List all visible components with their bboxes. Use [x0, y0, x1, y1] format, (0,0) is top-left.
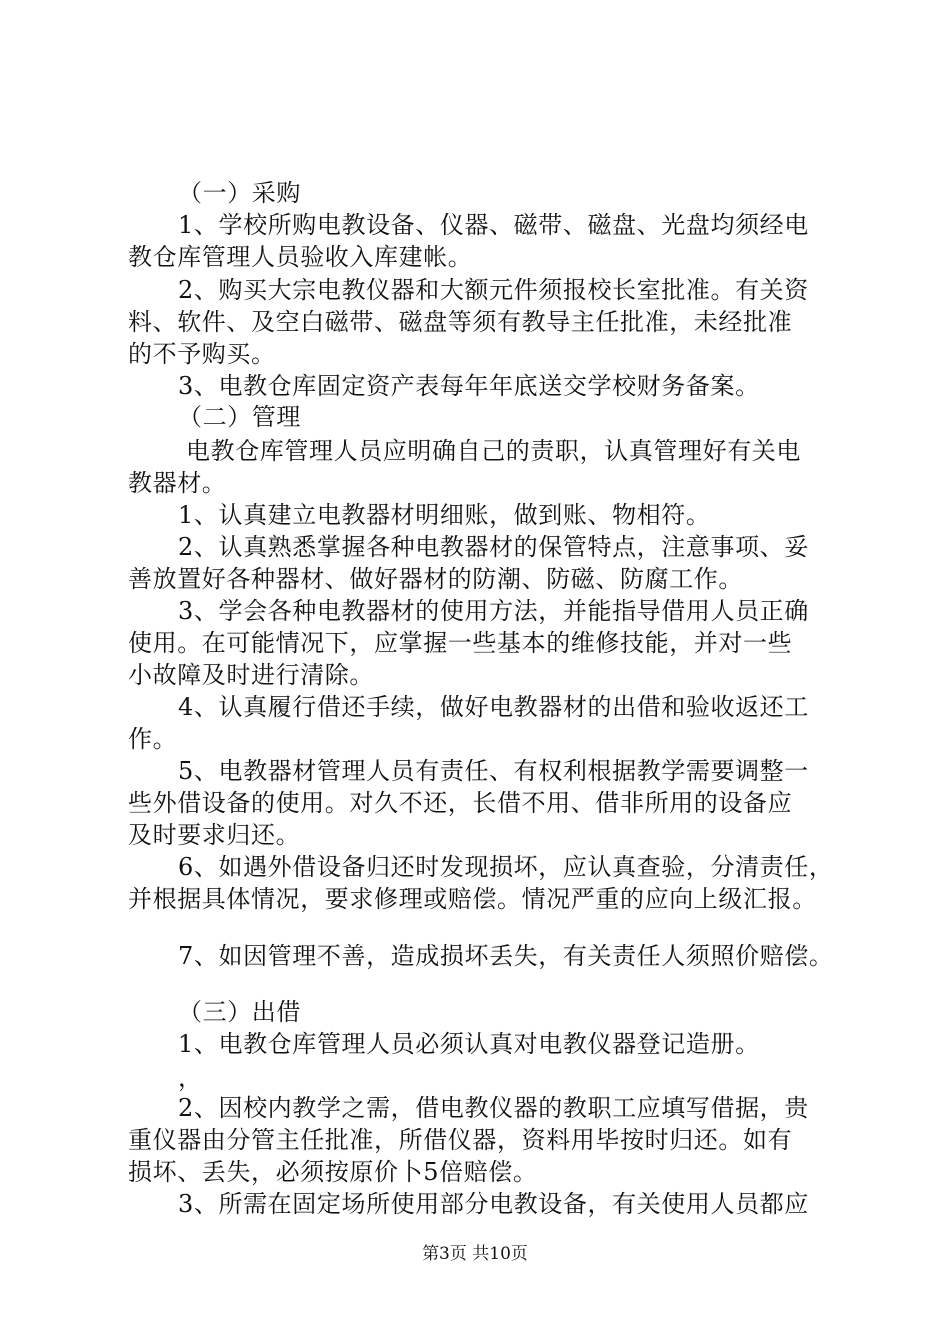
- paragraph-line: 作。: [128, 725, 178, 753]
- paragraph-line: 5、电教器材管理人员有责任、有权利根据教学需要调整一: [178, 757, 809, 785]
- paragraph-line: 3、学会各种电教器材的使用方法，并能指导借用人员正确: [178, 597, 809, 625]
- paragraph-line: 1、认真建立电教器材明细账，做到账、物相符。: [178, 501, 711, 529]
- paragraph-line: 及时要求归还。: [128, 821, 301, 849]
- page-number-footer: 第3页 共10页: [422, 1244, 528, 1264]
- paragraph-line: 6、如遇外借设备归还时发现损坏，应认真查验，分清责任，: [178, 853, 834, 881]
- paragraph-line: 损坏、丢失，必须按原价卜5倍赔偿。: [128, 1158, 538, 1186]
- stray-punctuation: ，: [178, 1064, 203, 1092]
- paragraph-line: 4、认真履行借还手续，做好电教器材的出借和验收返还工: [178, 693, 809, 721]
- paragraph-line: 1、电教仓库管理人员必须认真对电教仪器登记造册。: [178, 1030, 760, 1058]
- paragraph-line: 1、学校所购电教设备、仪器、磁带、磁盘、光盘均须经电: [178, 211, 809, 239]
- paragraph-line: 并根据具体情况，要求修理或赔偿。情况严重的应向上级汇报。: [128, 885, 817, 913]
- section-heading-management: （二）管理: [178, 403, 301, 431]
- paragraph-line: 电教仓库管理人员应明确自己的责职，认真管理好有关电: [186, 437, 801, 465]
- section-heading-lending: （三）出借: [178, 998, 301, 1026]
- paragraph-line: 教仓库管理人员验收入库建帐。: [128, 243, 473, 271]
- paragraph-line: 2、因校内教学之需，借电教仪器的教职工应填写借据，贵: [178, 1094, 809, 1122]
- paragraph-line: 7、如因管理不善，造成损坏丢失，有关责任人须照价赔偿。: [178, 942, 834, 970]
- paragraph-line: 善放置好各种器材、做好器材的防潮、防磁、防腐工作。: [128, 565, 743, 593]
- paragraph-line: 使用。在可能情况下，应掌握一些基本的维修技能，并对一些: [128, 629, 793, 657]
- section-heading-procurement: （一）采购: [178, 179, 301, 207]
- paragraph-line: 小故障及时进行清除。: [128, 661, 374, 689]
- paragraph-line: 3、电教仓库固定资产表每年年底送交学校财务备案。: [178, 372, 760, 400]
- paragraph-line: 教器材。: [128, 469, 227, 497]
- paragraph-line: 2、购买大宗电教仪器和大额元件须报校长室批准。有关资: [178, 276, 809, 304]
- paragraph-line: 3、所需在固定场所使用部分电教设备，有关使用人员都应: [178, 1190, 809, 1218]
- paragraph-line: 重仪器由分管主任批准，所借仪器，资料用毕按时归还。如有: [128, 1126, 793, 1154]
- paragraph-line: 的不予购买。: [128, 340, 276, 368]
- paragraph-line: 2、认真熟悉掌握各种电教器材的保管特点，注意事项、妥: [178, 533, 809, 561]
- paragraph-line: 些外借设备的使用。对久不还，长借不用、借非所用的设备应: [128, 789, 793, 817]
- paragraph-line: 料、软件、及空白磁带、磁盘等须有教导主任批准，未经批准: [128, 308, 793, 336]
